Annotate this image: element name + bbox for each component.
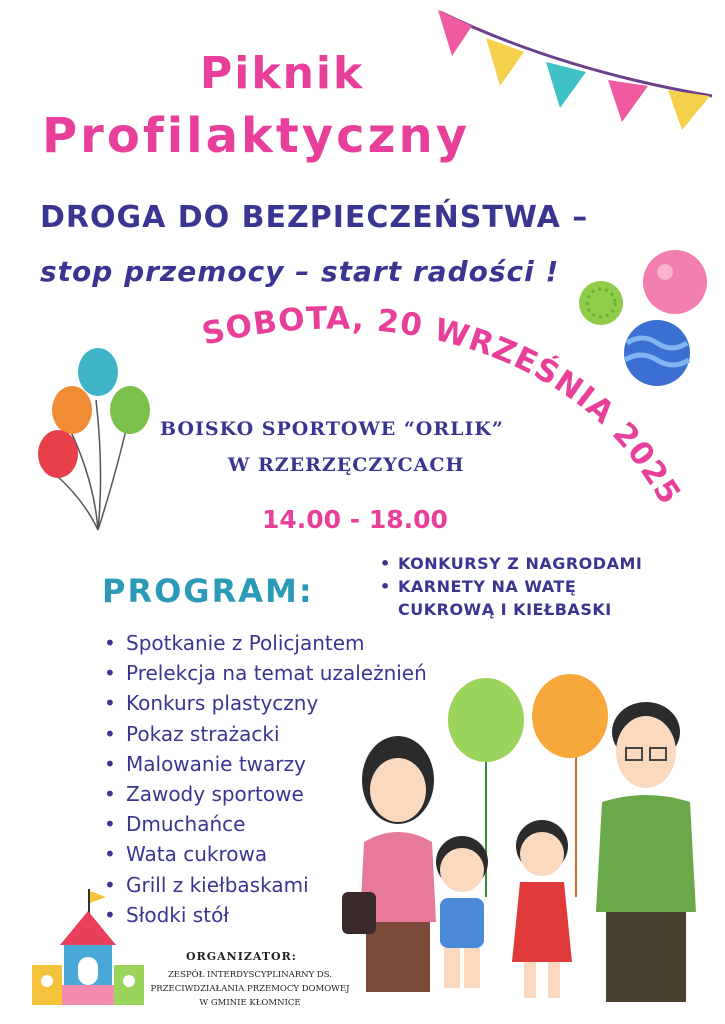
program-list [104,628,427,930]
subtitle-line-2: stop przemocy – start radości ! [40,255,560,288]
program-item: • Pokaz strażacki [104,719,427,749]
organizer-line-3: W GMINIE KŁOMNICE [199,998,301,1008]
program-item: • Konkurs plastyczny [104,688,427,718]
program-item: • Wata cukrowa [104,839,427,869]
subtitle-line-1: DROGA DO BEZPIECZEŃSTWA – [40,200,589,235]
venue-line-2: W RZERZĘCZYCACH [228,454,465,476]
title-line-1: Piknik [200,48,365,99]
organizer-line-1: ZESPÓŁ INTERDYSCYPLINARNY DS. [168,970,332,980]
program-item: • Grill z kiełbaskami [104,870,427,900]
extras-list [380,552,642,621]
extras-item-line1: KONKURSY Z NAGRODAMI [398,554,643,573]
extras-item [380,552,642,575]
extras-item-line1: KARNETY NA WATĘ [398,577,577,596]
program-item: • Malowanie twarzy [104,749,427,779]
program-heading: PROGRAM: [102,572,314,610]
title-line-2: Profilaktyczny [42,108,471,164]
event-date: SOBOTA, 20 WRZEŚNIA 2025 [198,300,688,512]
program-item: • Prelekcja na temat uzależnień [104,658,427,688]
venue-line-1: BOISKO SPORTOWE “ORLIK” [160,418,504,440]
program-item: • Słodki stół [104,900,427,930]
bullet-icon: • [380,554,391,573]
svg-text:SOBOTA, 20 WRZEŚNIA 2025 [199,301,688,512]
bullet-icon: • [380,577,391,596]
event-time: 14.00 - 18.00 [262,505,448,534]
organizer-label: ORGANIZATOR: [186,950,297,963]
program-item: • Spotkanie z Policjantem [104,628,427,658]
extras-item [380,575,642,621]
organizer-line-2: PRZECIWDZIAŁANIA PRZEMOCY DOMOWEJ [150,984,350,994]
program-item: • Zawody sportowe [104,779,427,809]
extras-item-line2: CUKROWĄ I KIEŁBASKI [398,600,612,619]
program-item: • Dmuchańce [104,809,427,839]
